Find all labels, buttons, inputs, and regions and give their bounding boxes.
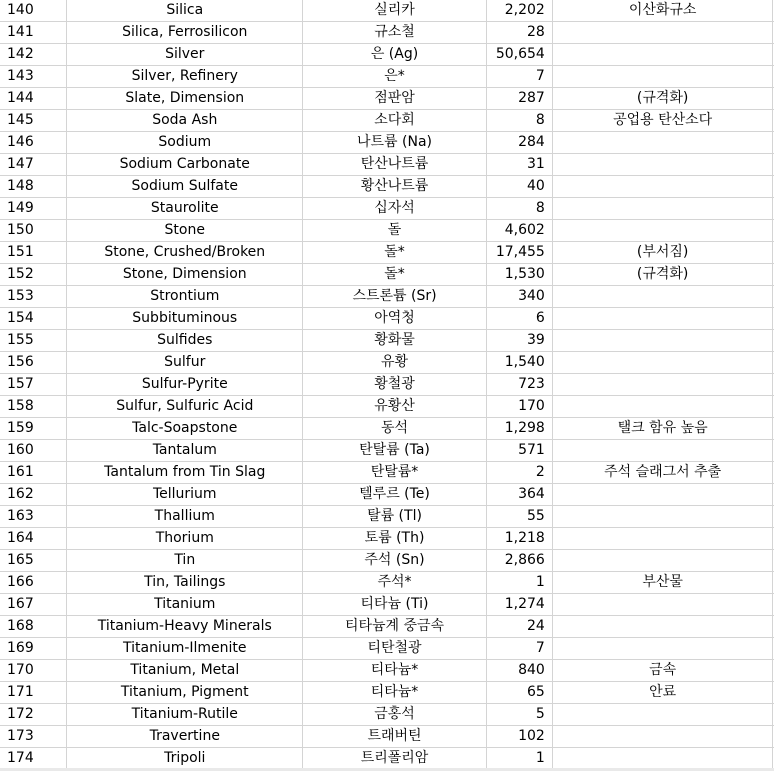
table-row[interactable] <box>0 154 774 176</box>
value-cell[interactable]: 1 <box>486 748 552 770</box>
note-cell[interactable]: 탤크 함유 높음 <box>552 418 773 440</box>
value-cell[interactable]: 24 <box>486 616 552 638</box>
english-name-cell[interactable]: Sulfur, Sulfuric Acid <box>67 396 303 418</box>
value-cell[interactable]: 17,455 <box>486 242 552 264</box>
note-cell[interactable] <box>552 308 773 330</box>
korean-name-cell[interactable]: 탄탈륨 (Ta) <box>303 440 487 462</box>
english-name-cell[interactable]: Tin, Tailings <box>67 572 303 594</box>
table-row[interactable] <box>0 638 774 660</box>
note-cell[interactable] <box>552 330 773 352</box>
table-row[interactable] <box>0 748 774 770</box>
english-name-cell[interactable]: Tantalum from Tin Slag <box>67 462 303 484</box>
note-cell[interactable] <box>552 176 773 198</box>
table-row[interactable] <box>0 374 774 396</box>
korean-name-cell[interactable]: 트리폴리암 <box>303 748 487 770</box>
korean-name-cell[interactable]: 나트륨 (Na) <box>303 132 487 154</box>
table-row[interactable] <box>0 220 774 242</box>
note-cell[interactable] <box>552 154 773 176</box>
note-cell[interactable]: (규격화) <box>552 88 773 110</box>
note-cell[interactable] <box>552 726 773 748</box>
note-cell[interactable]: 안료 <box>552 682 773 704</box>
note-cell[interactable]: 주석 슬래그서 추출 <box>552 462 773 484</box>
value-cell[interactable]: 1,298 <box>486 418 552 440</box>
note-cell[interactable] <box>552 440 773 462</box>
korean-name-cell[interactable]: 황산나트륨 <box>303 176 487 198</box>
korean-name-cell[interactable]: 소다회 <box>303 110 487 132</box>
value-cell[interactable]: 31 <box>486 154 552 176</box>
korean-name-cell[interactable]: 티타늄* <box>303 682 487 704</box>
table-row[interactable] <box>0 396 774 418</box>
value-cell[interactable]: 2,202 <box>486 0 552 22</box>
english-name-cell[interactable]: Thorium <box>67 528 303 550</box>
english-name-cell[interactable]: Titanium-Ilmenite <box>67 638 303 660</box>
value-cell[interactable]: 1,218 <box>486 528 552 550</box>
note-cell[interactable]: 부산물 <box>552 572 773 594</box>
note-cell[interactable] <box>552 352 773 374</box>
korean-name-cell[interactable]: 티타늄* <box>303 660 487 682</box>
korean-name-cell[interactable]: 탄탈륨* <box>303 462 487 484</box>
row-number-cell[interactable]: 158 <box>0 396 67 418</box>
table-row[interactable] <box>0 352 774 374</box>
english-name-cell[interactable]: Slate, Dimension <box>67 88 303 110</box>
korean-name-cell[interactable]: 티탄철광 <box>303 638 487 660</box>
note-cell[interactable]: 이산화규소 <box>552 0 773 22</box>
english-name-cell[interactable]: Sodium Carbonate <box>67 154 303 176</box>
row-number-cell[interactable]: 151 <box>0 242 67 264</box>
row-number-cell[interactable]: 166 <box>0 572 67 594</box>
english-name-cell[interactable]: Titanium <box>67 594 303 616</box>
value-cell[interactable]: 8 <box>486 198 552 220</box>
note-cell[interactable] <box>552 528 773 550</box>
table-row[interactable] <box>0 418 774 440</box>
english-name-cell[interactable]: Soda Ash <box>67 110 303 132</box>
korean-name-cell[interactable]: 유황 <box>303 352 487 374</box>
korean-name-cell[interactable]: 돌 <box>303 220 487 242</box>
korean-name-cell[interactable]: 텔루르 (Te) <box>303 484 487 506</box>
note-cell[interactable] <box>552 484 773 506</box>
row-number-cell[interactable]: 153 <box>0 286 67 308</box>
table-row[interactable] <box>0 528 774 550</box>
value-cell[interactable]: 28 <box>486 22 552 44</box>
row-number-cell[interactable]: 144 <box>0 88 67 110</box>
table-row[interactable] <box>0 660 774 682</box>
table-row[interactable] <box>0 66 774 88</box>
row-number-cell[interactable]: 162 <box>0 484 67 506</box>
korean-name-cell[interactable]: 금홍석 <box>303 704 487 726</box>
note-cell[interactable] <box>552 550 773 572</box>
value-cell[interactable]: 1,540 <box>486 352 552 374</box>
note-cell[interactable] <box>552 22 773 44</box>
korean-name-cell[interactable]: 황철광 <box>303 374 487 396</box>
english-name-cell[interactable]: Subbituminous <box>67 308 303 330</box>
table-row[interactable] <box>0 22 774 44</box>
table-row[interactable] <box>0 132 774 154</box>
row-number-cell[interactable]: 164 <box>0 528 67 550</box>
row-number-cell[interactable]: 161 <box>0 462 67 484</box>
table-row[interactable] <box>0 242 774 264</box>
note-cell[interactable]: 공업용 탄산소다 <box>552 110 773 132</box>
row-number-cell[interactable]: 157 <box>0 374 67 396</box>
korean-name-cell[interactable]: 유황산 <box>303 396 487 418</box>
value-cell[interactable]: 1,530 <box>486 264 552 286</box>
value-cell[interactable]: 287 <box>486 88 552 110</box>
note-cell[interactable]: (규격화) <box>552 264 773 286</box>
korean-name-cell[interactable]: 티타늄 (Ti) <box>303 594 487 616</box>
value-cell[interactable]: 50,654 <box>486 44 552 66</box>
row-number-cell[interactable]: 155 <box>0 330 67 352</box>
value-cell[interactable]: 65 <box>486 682 552 704</box>
row-number-cell[interactable]: 148 <box>0 176 67 198</box>
table-row[interactable] <box>0 484 774 506</box>
value-cell[interactable]: 4,602 <box>486 220 552 242</box>
table-row[interactable] <box>0 330 774 352</box>
english-name-cell[interactable]: Tellurium <box>67 484 303 506</box>
table-row[interactable] <box>0 308 774 330</box>
table-row[interactable] <box>0 44 774 66</box>
korean-name-cell[interactable]: 탄산나트륨 <box>303 154 487 176</box>
row-number-cell[interactable]: 171 <box>0 682 67 704</box>
note-cell[interactable] <box>552 286 773 308</box>
korean-name-cell[interactable]: 황화물 <box>303 330 487 352</box>
english-name-cell[interactable]: Silica, Ferrosilicon <box>67 22 303 44</box>
row-number-cell[interactable]: 165 <box>0 550 67 572</box>
value-cell[interactable]: 1,274 <box>486 594 552 616</box>
english-name-cell[interactable]: Staurolite <box>67 198 303 220</box>
value-cell[interactable]: 8 <box>486 110 552 132</box>
value-cell[interactable]: 723 <box>486 374 552 396</box>
english-name-cell[interactable]: Silver <box>67 44 303 66</box>
english-name-cell[interactable]: Tripoli <box>67 748 303 770</box>
note-cell[interactable] <box>552 616 773 638</box>
table-row[interactable] <box>0 440 774 462</box>
table-row[interactable] <box>0 616 774 638</box>
english-name-cell[interactable]: Sulfides <box>67 330 303 352</box>
english-name-cell[interactable]: Talc-Soapstone <box>67 418 303 440</box>
row-number-cell[interactable]: 145 <box>0 110 67 132</box>
value-cell[interactable]: 340 <box>486 286 552 308</box>
korean-name-cell[interactable]: 점판암 <box>303 88 487 110</box>
row-number-cell[interactable]: 141 <box>0 22 67 44</box>
english-name-cell[interactable]: Sodium <box>67 132 303 154</box>
english-name-cell[interactable]: Titanium-Heavy Minerals <box>67 616 303 638</box>
note-cell[interactable] <box>552 44 773 66</box>
korean-name-cell[interactable]: 실리카 <box>303 0 487 22</box>
row-number-cell[interactable]: 154 <box>0 308 67 330</box>
note-cell[interactable]: (부서짐) <box>552 242 773 264</box>
value-cell[interactable]: 364 <box>486 484 552 506</box>
english-name-cell[interactable]: Titanium-Rutile <box>67 704 303 726</box>
row-number-cell[interactable]: 172 <box>0 704 67 726</box>
english-name-cell[interactable]: Sodium Sulfate <box>67 176 303 198</box>
note-cell[interactable] <box>552 638 773 660</box>
korean-name-cell[interactable]: 토륨 (Th) <box>303 528 487 550</box>
table-row[interactable] <box>0 110 774 132</box>
row-number-cell[interactable]: 170 <box>0 660 67 682</box>
row-number-cell[interactable]: 156 <box>0 352 67 374</box>
note-cell[interactable] <box>552 132 773 154</box>
value-cell[interactable]: 170 <box>486 396 552 418</box>
note-cell[interactable]: 금속 <box>552 660 773 682</box>
table-row[interactable] <box>0 264 774 286</box>
english-name-cell[interactable]: Titanium, Pigment <box>67 682 303 704</box>
note-cell[interactable] <box>552 198 773 220</box>
row-number-cell[interactable]: 146 <box>0 132 67 154</box>
note-cell[interactable] <box>552 506 773 528</box>
english-name-cell[interactable]: Travertine <box>67 726 303 748</box>
value-cell[interactable]: 2,866 <box>486 550 552 572</box>
english-name-cell[interactable]: Strontium <box>67 286 303 308</box>
korean-name-cell[interactable]: 돌* <box>303 242 487 264</box>
table-row[interactable] <box>0 594 774 616</box>
table-row[interactable] <box>0 572 774 594</box>
value-cell[interactable]: 2 <box>486 462 552 484</box>
row-number-cell[interactable]: 168 <box>0 616 67 638</box>
korean-name-cell[interactable]: 규소철 <box>303 22 487 44</box>
table-row[interactable] <box>0 286 774 308</box>
note-cell[interactable] <box>552 748 773 770</box>
value-cell[interactable]: 1 <box>486 572 552 594</box>
row-number-cell[interactable]: 167 <box>0 594 67 616</box>
korean-name-cell[interactable]: 주석 (Sn) <box>303 550 487 572</box>
row-number-cell[interactable]: 140 <box>0 0 67 22</box>
value-cell[interactable]: 284 <box>486 132 552 154</box>
english-name-cell[interactable]: Stone, Dimension <box>67 264 303 286</box>
row-number-cell[interactable]: 152 <box>0 264 67 286</box>
row-number-cell[interactable]: 143 <box>0 66 67 88</box>
value-cell[interactable]: 571 <box>486 440 552 462</box>
row-number-cell[interactable]: 142 <box>0 44 67 66</box>
note-cell[interactable] <box>552 396 773 418</box>
value-cell[interactable]: 40 <box>486 176 552 198</box>
note-cell[interactable] <box>552 66 773 88</box>
note-cell[interactable] <box>552 704 773 726</box>
value-cell[interactable]: 39 <box>486 330 552 352</box>
value-cell[interactable]: 840 <box>486 660 552 682</box>
korean-name-cell[interactable]: 아역청 <box>303 308 487 330</box>
english-name-cell[interactable]: Tantalum <box>67 440 303 462</box>
korean-name-cell[interactable]: 주석* <box>303 572 487 594</box>
table-row[interactable] <box>0 462 774 484</box>
note-cell[interactable] <box>552 220 773 242</box>
english-name-cell[interactable]: Sulfur <box>67 352 303 374</box>
table-row[interactable] <box>0 176 774 198</box>
value-cell[interactable]: 5 <box>486 704 552 726</box>
english-name-cell[interactable]: Sulfur-Pyrite <box>67 374 303 396</box>
value-cell[interactable]: 7 <box>486 638 552 660</box>
table-row[interactable] <box>0 88 774 110</box>
korean-name-cell[interactable]: 돌* <box>303 264 487 286</box>
english-name-cell[interactable]: Stone, Crushed/Broken <box>67 242 303 264</box>
row-number-cell[interactable]: 159 <box>0 418 67 440</box>
value-cell[interactable]: 102 <box>486 726 552 748</box>
korean-name-cell[interactable]: 은 (Ag) <box>303 44 487 66</box>
table-row[interactable] <box>0 506 774 528</box>
korean-name-cell[interactable]: 티타늄계 중금속 <box>303 616 487 638</box>
note-cell[interactable] <box>552 374 773 396</box>
table-row[interactable] <box>0 550 774 572</box>
row-number-cell[interactable]: 147 <box>0 154 67 176</box>
row-number-cell[interactable]: 160 <box>0 440 67 462</box>
table-row[interactable] <box>0 726 774 748</box>
korean-name-cell[interactable]: 동석 <box>303 418 487 440</box>
row-number-cell[interactable]: 169 <box>0 638 67 660</box>
table-row[interactable] <box>0 0 774 22</box>
english-name-cell[interactable]: Titanium, Metal <box>67 660 303 682</box>
table-row[interactable] <box>0 704 774 726</box>
korean-name-cell[interactable]: 십자석 <box>303 198 487 220</box>
row-number-cell[interactable]: 174 <box>0 748 67 770</box>
korean-name-cell[interactable]: 트래버틴 <box>303 726 487 748</box>
value-cell[interactable]: 55 <box>486 506 552 528</box>
korean-name-cell[interactable]: 스트론튬 (Sr) <box>303 286 487 308</box>
table-row[interactable] <box>0 682 774 704</box>
english-name-cell[interactable]: Silica <box>67 0 303 22</box>
korean-name-cell[interactable]: 은* <box>303 66 487 88</box>
table-row[interactable] <box>0 198 774 220</box>
row-number-cell[interactable]: 150 <box>0 220 67 242</box>
row-number-cell[interactable]: 173 <box>0 726 67 748</box>
english-name-cell[interactable]: Thallium <box>67 506 303 528</box>
value-cell[interactable]: 7 <box>486 66 552 88</box>
korean-name-cell[interactable]: 탈륨 (Tl) <box>303 506 487 528</box>
row-number-cell[interactable]: 163 <box>0 506 67 528</box>
english-name-cell[interactable]: Tin <box>67 550 303 572</box>
note-cell[interactable] <box>552 594 773 616</box>
english-name-cell[interactable]: Silver, Refinery <box>67 66 303 88</box>
value-cell[interactable]: 6 <box>486 308 552 330</box>
english-name-cell[interactable]: Stone <box>67 220 303 242</box>
row-number-cell[interactable]: 149 <box>0 198 67 220</box>
